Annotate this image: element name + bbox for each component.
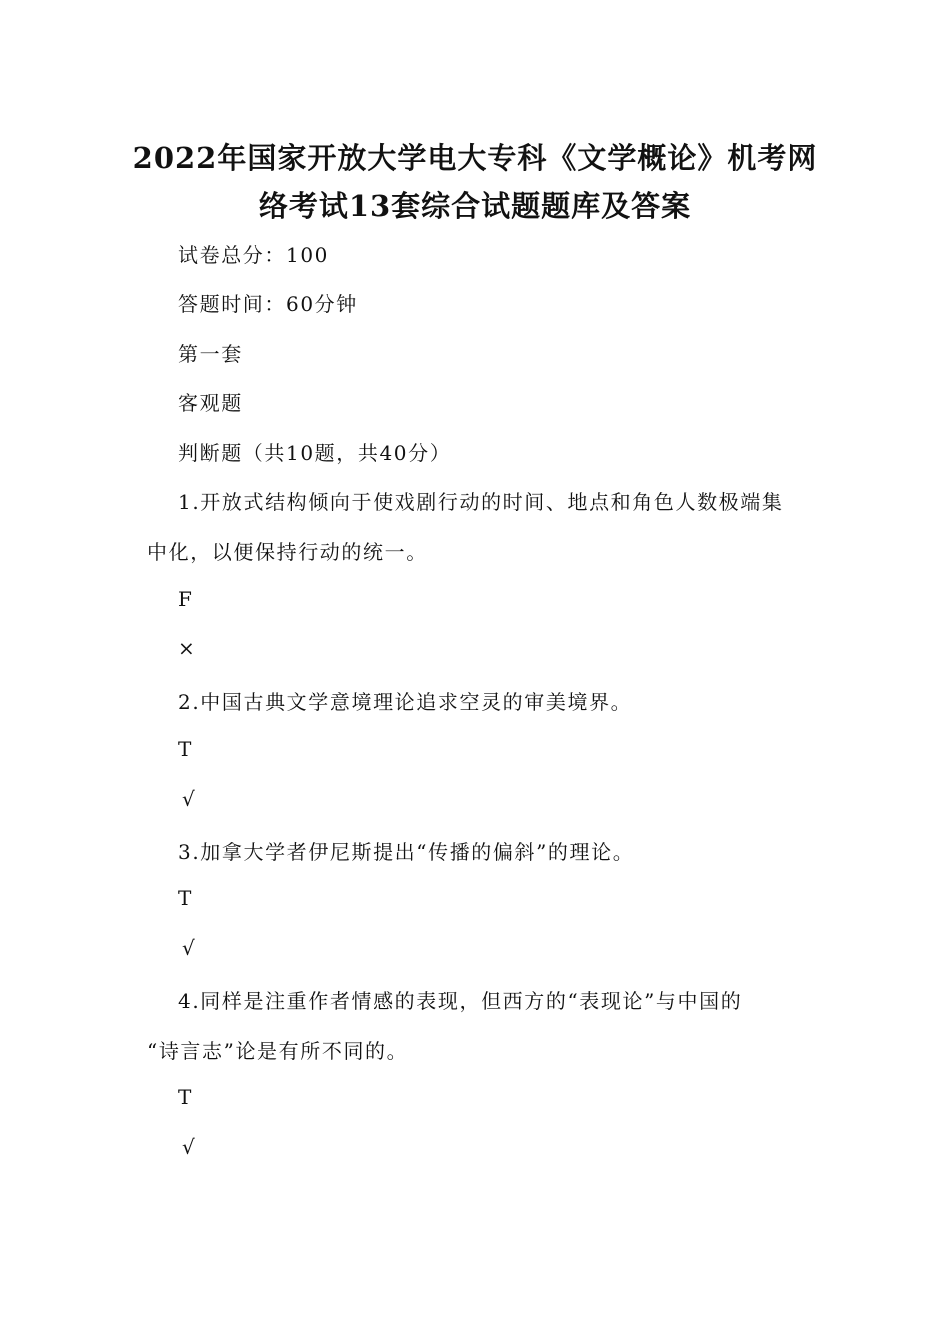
question-1-text-line-2: 中化，以便保持行动的统一。	[147, 540, 428, 564]
question-2-text: 2.中国古典文学意境理论追求空灵的审美境界。	[178, 690, 633, 714]
question-4-answer: T	[178, 1085, 193, 1109]
section-objective: 客观题	[178, 391, 243, 415]
question-2-answer: T	[178, 737, 193, 761]
question-3-text: 3.加拿大学者伊尼斯提出“传播的偏斜”的理论。	[178, 840, 635, 864]
exam-time: 答题时间：60分钟	[178, 292, 358, 316]
cross-mark-icon: ×	[178, 636, 195, 660]
question-4-text-line-2: “诗言志”论是有所不同的。	[147, 1039, 409, 1063]
check-mark-icon: √	[182, 787, 195, 811]
set-label: 第一套	[178, 342, 243, 366]
check-mark-icon: √	[182, 936, 195, 960]
question-1-answer: F	[178, 587, 194, 611]
question-1-text-line-1: 1.开放式结构倾向于使戏剧行动的时间、地点和角色人数极端集	[178, 490, 784, 514]
total-score: 试卷总分：100	[178, 243, 329, 267]
section-judgment: 判断题（共10题，共40分）	[178, 441, 452, 465]
question-4-text-line-1: 4.同样是注重作者情感的表现，但西方的“表现论”与中国的	[178, 989, 743, 1013]
check-mark-icon: √	[182, 1135, 195, 1159]
document-title-line-2: 络考试13套综合试题题库及答案	[258, 189, 692, 223]
question-3-answer: T	[178, 886, 193, 910]
document-title-line-1: 2022年国家开放大学电大专科《文学概论》机考网	[132, 141, 818, 175]
